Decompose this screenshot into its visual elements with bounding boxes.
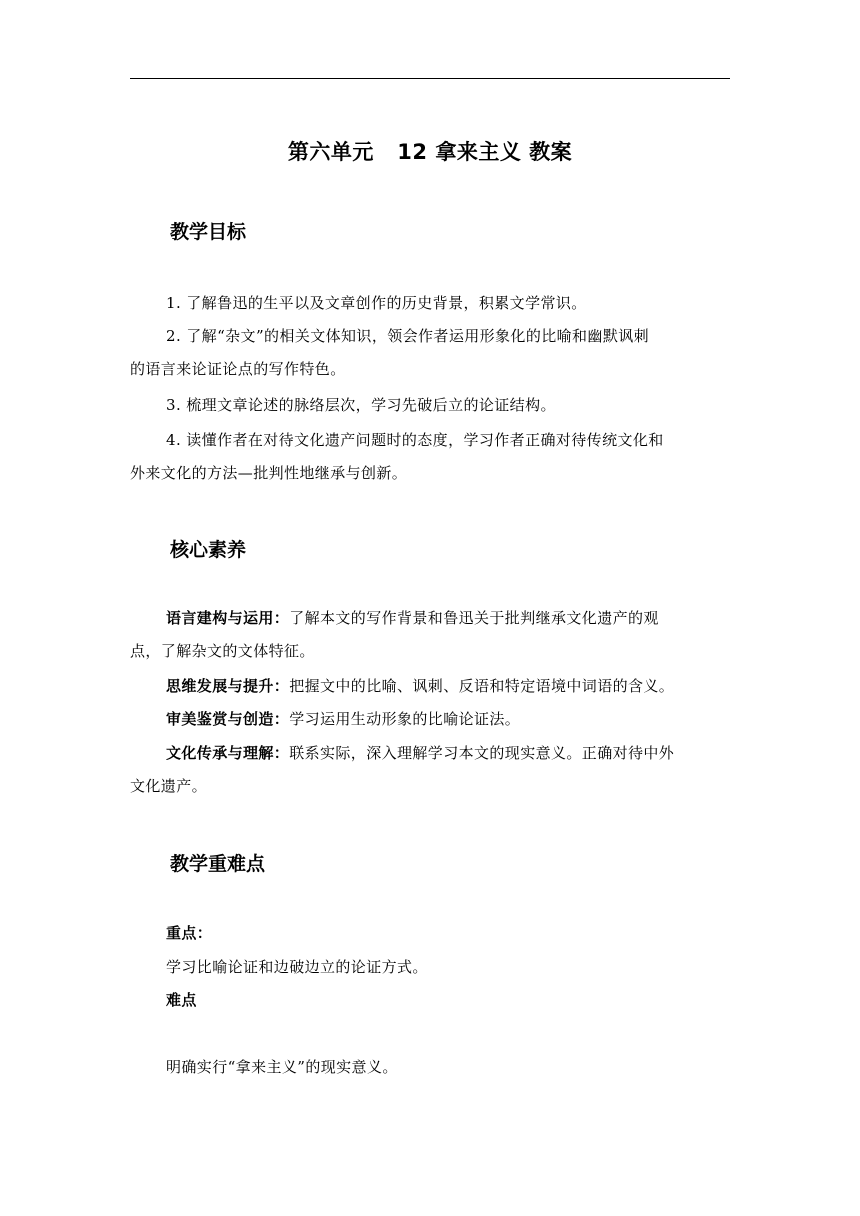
core-text-culture: 联系实际，深入理解学习本文的现实意义。正确对待中外 xyxy=(289,744,675,762)
document-title: 第六单元 12 拿来主义 教案 xyxy=(287,140,573,164)
core-label-language: 语言建构与运用： xyxy=(166,609,290,627)
objective-item-4: 4. 读懂作者在对待文化遗产问题时的态度，学习作者正确对待传统文化和 xyxy=(166,431,664,449)
objective-item-1: 1. 了解鲁迅的生平以及文章创作的历史背景，积累文学常识。 xyxy=(166,294,587,312)
difficult-point-text: 明确实行“拿来主义”的现实意义。 xyxy=(166,1058,398,1076)
core-item-language-cont: 点，了解杂文的文体特征。 xyxy=(130,642,315,660)
core-text-aesthetic: 学习运用生动形象的比喻论证法。 xyxy=(289,710,521,728)
core-item-culture-cont: 文化遗产。 xyxy=(130,777,208,795)
difficult-point-label: 难点 xyxy=(166,991,197,1009)
header-rule xyxy=(130,78,730,79)
core-item-aesthetic xyxy=(166,709,520,729)
heading-core: 核心素养 xyxy=(170,539,247,561)
core-item-language xyxy=(166,608,659,628)
core-label-culture: 文化传承与理解： xyxy=(166,744,290,762)
core-item-culture xyxy=(166,743,674,763)
core-label-thinking: 思维发展与提升： xyxy=(166,677,290,695)
core-item-thinking xyxy=(166,676,674,696)
heading-objectives: 教学目标 xyxy=(170,221,247,243)
objective-item-3: 3. 梳理文章论述的脉络层次，学习先破后立的论证结构。 xyxy=(166,396,556,414)
core-text-language: 了解本文的写作背景和鲁迅关于批判继承文化遗产的观 xyxy=(289,609,659,627)
objective-item-2: 2. 了解“杂文”的相关文体知识，领会作者运用形象化的比喻和幽默讽刺 xyxy=(166,327,650,345)
core-text-thinking: 把握文中的比喻、讽刺、反语和特定语境中词语的含义。 xyxy=(289,677,675,695)
objective-item-4-cont: 外来文化的方法—批判性地继承与创新。 xyxy=(130,464,408,482)
heading-key-points: 教学重难点 xyxy=(170,853,266,875)
key-point-text: 学习比喻论证和边破边立的论证方式。 xyxy=(166,958,428,976)
objective-item-2-cont: 的语言来论证论点的写作特色。 xyxy=(130,360,346,378)
core-label-aesthetic: 审美鉴赏与创造： xyxy=(166,710,290,728)
key-point-label: 重点： xyxy=(166,924,213,942)
